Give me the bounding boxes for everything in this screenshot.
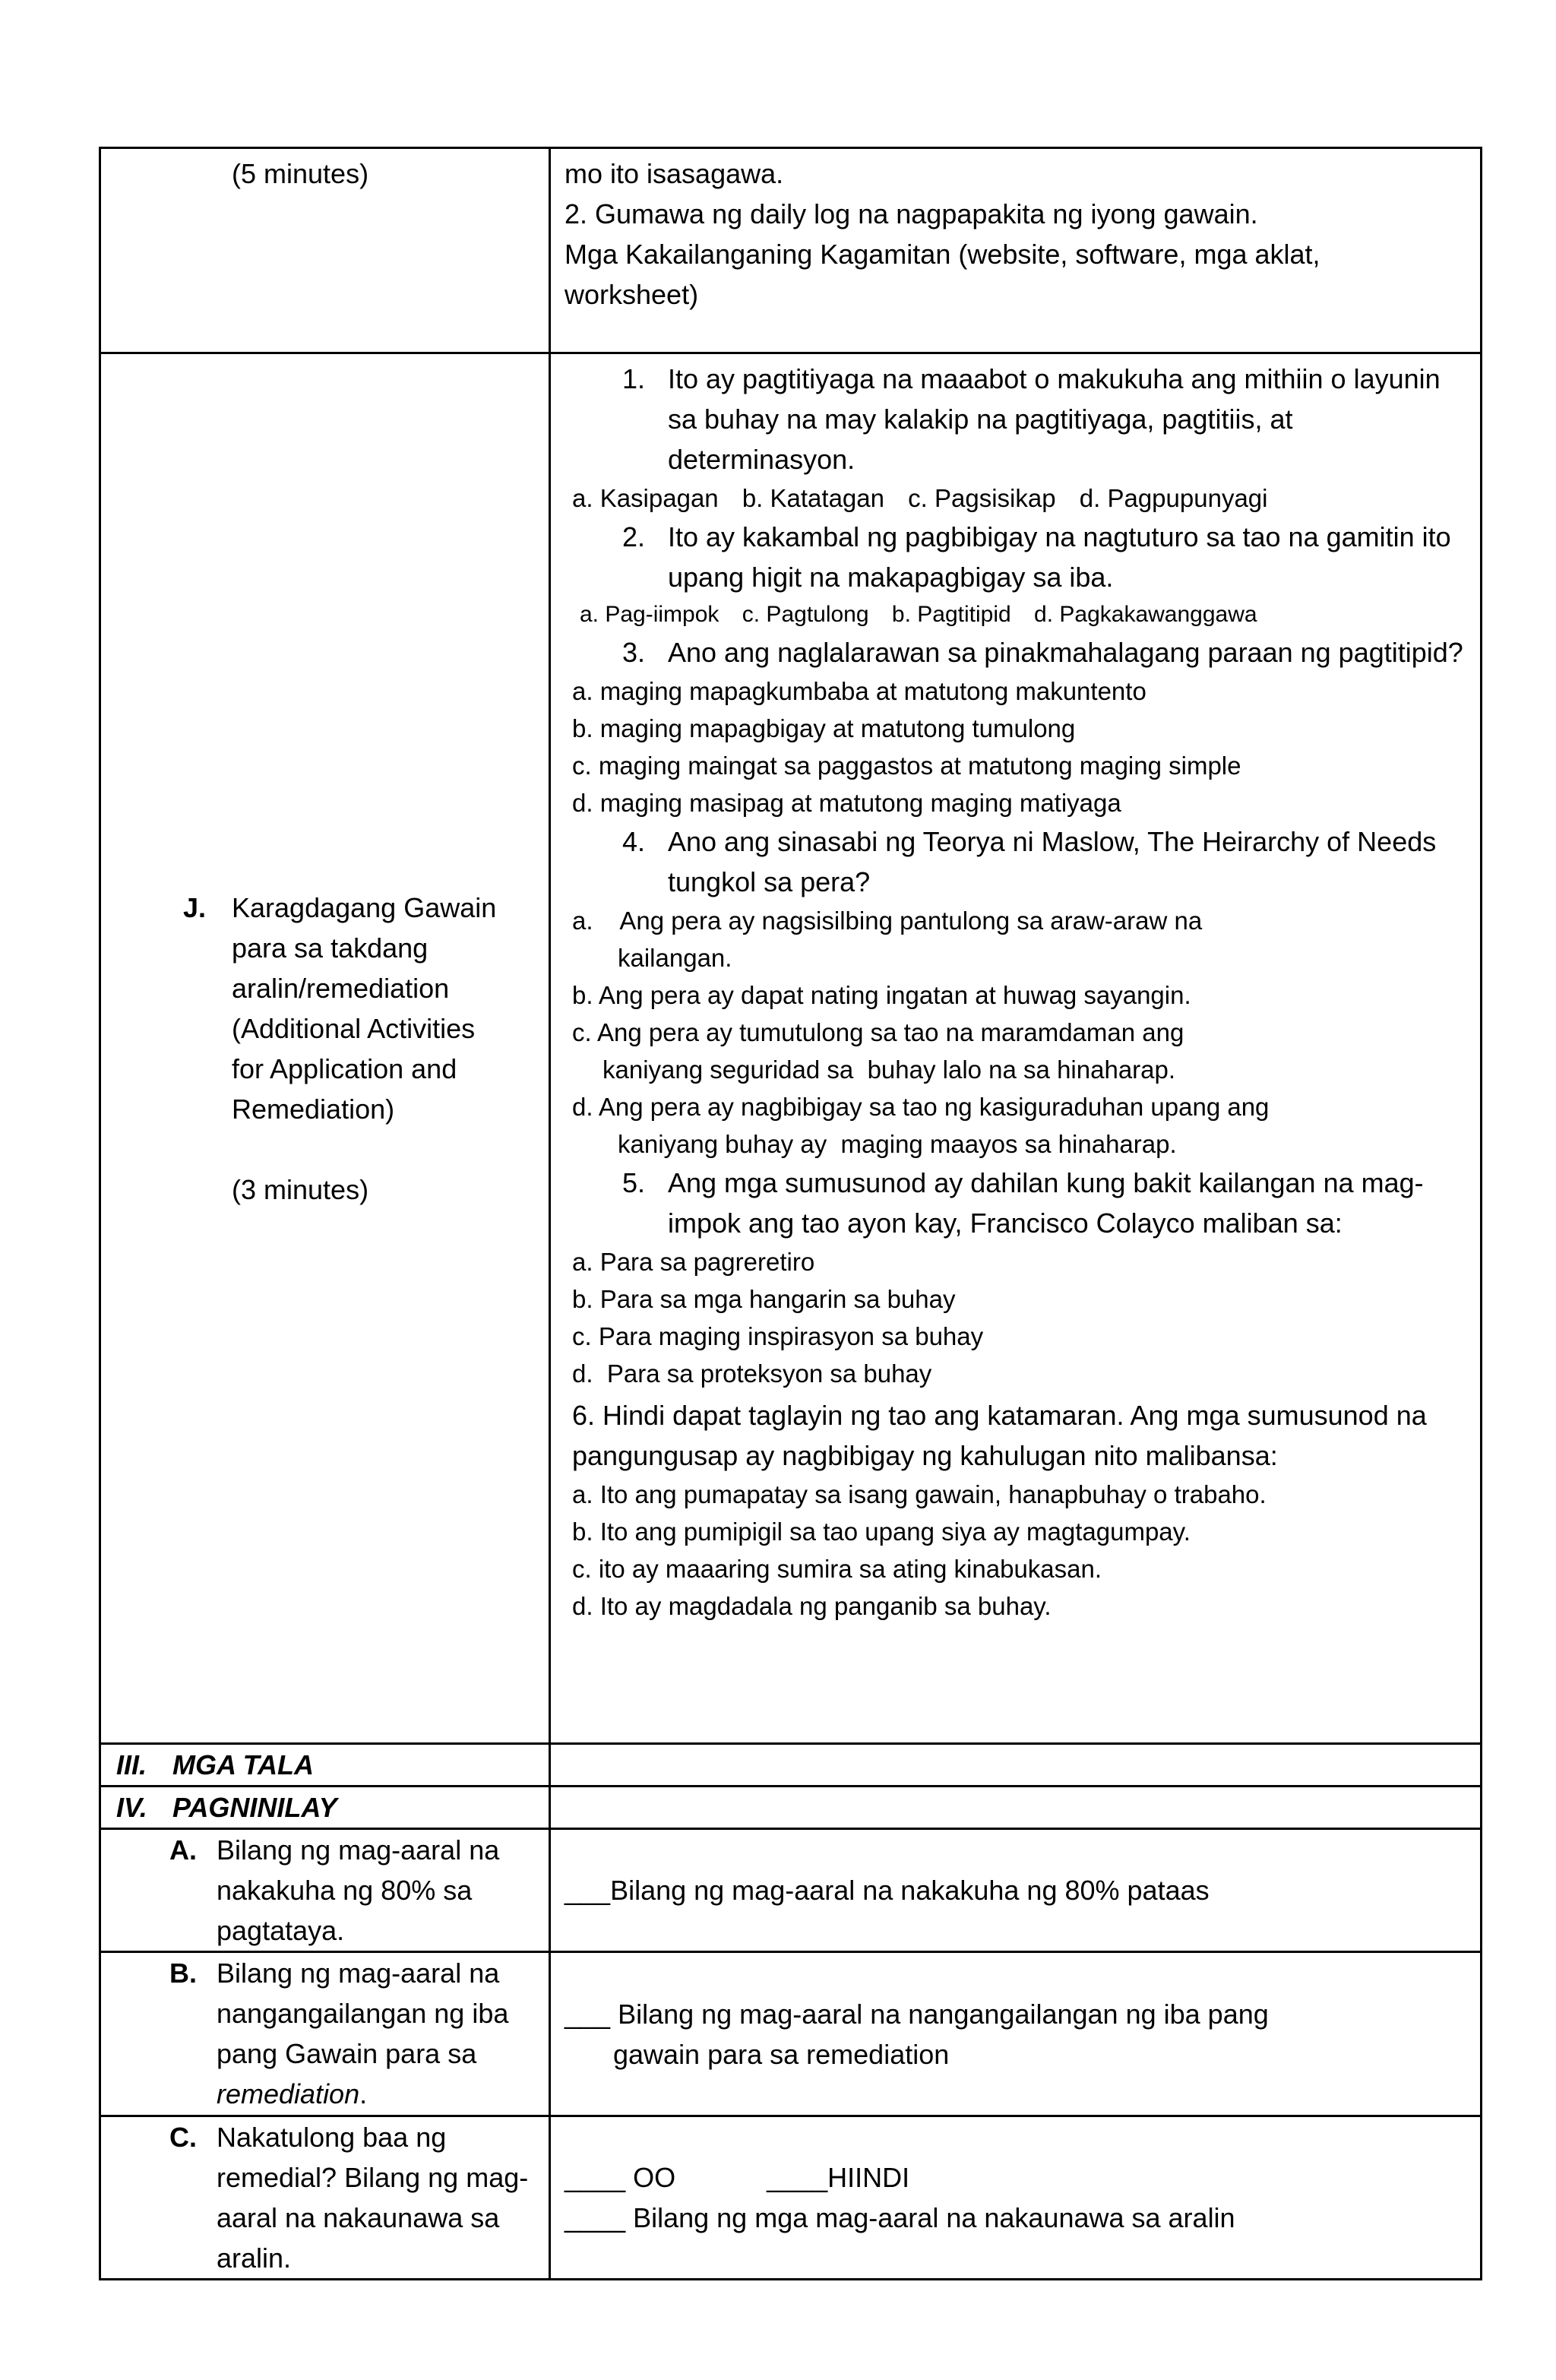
question-6-options bbox=[572, 1476, 1468, 1625]
continuation-line: mo ito isasagawa. bbox=[565, 158, 784, 189]
option-continuation: kaniyang buhay ay maging maayos sa hinaharap. bbox=[618, 1130, 1177, 1158]
reflection-a-label: A. Bilang ng mag-aaral na nakakuha ng 80% sa pagtataya. bbox=[100, 1829, 550, 1952]
option: a. Ito ang pumapatay sa isang gawain, hanapbuhay o trabaho. bbox=[572, 1480, 1267, 1508]
table-row bbox=[100, 1829, 1482, 1952]
option: b. Ito ang pumipigil sa tao upang siya ay magtagumpay. bbox=[572, 1518, 1191, 1546]
option: b. Ang pera ay dapat nating ingatan at huwag sayangin. bbox=[572, 981, 1191, 1009]
row-j-title-line: (Additional Activities bbox=[232, 1012, 476, 1044]
section-pagninilay: IV. PAGNINILAY bbox=[100, 1787, 550, 1829]
option-continuation: kaniyang seguridad sa buhay lalo na sa hinaharap. bbox=[602, 1055, 1176, 1084]
continuation-line: worksheet) bbox=[565, 279, 699, 310]
continuation-line: Mga Kakailanganing Kagamitan (website, software, mga aklat, bbox=[565, 239, 1320, 270]
table-row bbox=[100, 148, 1482, 353]
question-3: 3. Ano ang naglalarawan sa pinakmahalagang paraan ng pagtitipid? bbox=[622, 637, 1463, 668]
question-5: 5. Ang mga sumusunod ay dahilan kung bakit kailangan na mag-impok ang tao ayon kay, Francisco Colayco maliban sa: bbox=[622, 1167, 1424, 1239]
option: b. maging mapagbigay at matutong tumulong bbox=[572, 714, 1076, 742]
option: a. maging mapagkumbaba at matutong makuntento bbox=[572, 677, 1146, 705]
option: d. Pagkakawanggawa bbox=[1034, 602, 1257, 627]
question-5-options bbox=[572, 1243, 1468, 1392]
option: c. Pagsisikap bbox=[908, 484, 1056, 512]
quiz-content bbox=[550, 353, 1482, 1744]
reflection-b-answer: ___ Bilang ng mag-aaral na nangangailangan ng iba pang gawain para sa remediation bbox=[550, 1952, 1482, 2116]
empty-cell bbox=[550, 1787, 1482, 1829]
row-j-title-line: aralin/remediation bbox=[232, 972, 450, 1004]
option: c. Pagtulong bbox=[742, 602, 869, 627]
option: b. Pagtitipid bbox=[891, 602, 1011, 627]
option: c. Ang pera ay tumutulong sa tao na maramdaman ang bbox=[572, 1018, 1184, 1046]
question-1-options bbox=[572, 479, 1468, 517]
continuation-time: (5 minutes) bbox=[100, 148, 550, 353]
empty-cell bbox=[550, 1744, 1482, 1787]
row-j-letter: J. bbox=[183, 891, 207, 923]
continuation-line: 2. Gumawa ng daily log na nagpapakita ng iyong gawain. bbox=[565, 198, 1258, 229]
lesson-plan-table bbox=[99, 147, 1482, 2280]
option: c. maging maingat sa paggastos at matutong maging simple bbox=[572, 752, 1241, 780]
table-row bbox=[100, 1787, 1482, 1829]
option: a. Pag-iimpok bbox=[580, 602, 719, 627]
question-4-options bbox=[572, 902, 1468, 1163]
reflection-a-answer: ___Bilang ng mag-aaral na nakakuha ng 80% pataas bbox=[550, 1829, 1482, 1952]
option: a. Kasipagan bbox=[572, 484, 719, 512]
question-3-options bbox=[572, 673, 1468, 821]
row-j-title-line: Remediation) bbox=[232, 1093, 395, 1125]
option: c. ito ay maaaring sumira sa ating kinabukasan. bbox=[572, 1555, 1102, 1583]
table-row bbox=[100, 1952, 1482, 2116]
option: d. Para sa proteksyon sa buhay bbox=[572, 1359, 932, 1388]
option: b. Katatagan bbox=[742, 484, 884, 512]
reflection-b-label: B. Bilang ng mag-aaral na nangangailangan ng iba pang Gawain para sa remediation. bbox=[100, 1952, 550, 2116]
option-continuation: kailangan. bbox=[618, 944, 732, 972]
row-j-title-line: Karagdagang Gawain bbox=[232, 891, 497, 923]
question-2-options bbox=[572, 597, 1468, 632]
continuation-content bbox=[550, 148, 1482, 353]
question-4: 4. Ano ang sinasabi ng Teorya ni Maslow, The Heirarchy of Needs tungkol sa pera? bbox=[622, 826, 1437, 897]
row-j-label bbox=[100, 353, 550, 1744]
option: d. Pagpupunyagi bbox=[1079, 484, 1268, 512]
row-j-title-line: para sa takdang bbox=[232, 932, 429, 964]
row-j-time: (3 minutes) bbox=[232, 1173, 369, 1205]
option: d. maging masipag at matutong maging matiyaga bbox=[572, 789, 1121, 817]
question-2: 2. Ito ay kakambal ng pagbibigay na nagtuturo sa tao na gamitin ito upang higit na makapagbigay sa iba. bbox=[622, 521, 1451, 593]
reflection-c-answer: ____ OO ____HIINDI ____ Bilang ng mga mag-aaral na nakaunawa sa aralin bbox=[550, 2116, 1482, 2280]
question-1: 1. Ito ay pagtitiyaga na maaabot o makukuha ang mithiin o layunin sa buhay na may kalakip na pagtitiyaga, pagtitiis, at determinasyon. bbox=[622, 363, 1441, 475]
table-row bbox=[100, 353, 1482, 1744]
option: d. Ito ay magdadala ng panganib sa buhay. bbox=[572, 1592, 1052, 1620]
table-row bbox=[100, 1744, 1482, 1787]
reflection-c-label: C. Nakatulong baa ng remedial? Bilang ng mag-aaral na nakaunawa sa aralin. bbox=[100, 2116, 550, 2280]
table-row bbox=[100, 2116, 1482, 2280]
section-mga-tala: III. MGA TALA bbox=[100, 1744, 550, 1787]
option: c. Para maging inspirasyon sa buhay bbox=[572, 1322, 984, 1350]
row-j-title-line: for Application and bbox=[232, 1052, 457, 1084]
option: d. Ang pera ay nagbibigay sa tao ng kasiguraduhan upang ang bbox=[572, 1093, 1270, 1121]
option: a. Para sa pagreretiro bbox=[572, 1248, 815, 1276]
question-6: 6. Hindi dapat taglayin ng tao ang katamaran. Ang mga sumusunod na pangungusap ay nagbibigay ng kahulugan nito malibansa: bbox=[572, 1400, 1427, 1471]
option: b. Para sa mga hangarin sa buhay bbox=[572, 1285, 956, 1313]
option: a. Ang pera ay nagsisilbing pantulong sa araw-araw na bbox=[572, 907, 1203, 935]
